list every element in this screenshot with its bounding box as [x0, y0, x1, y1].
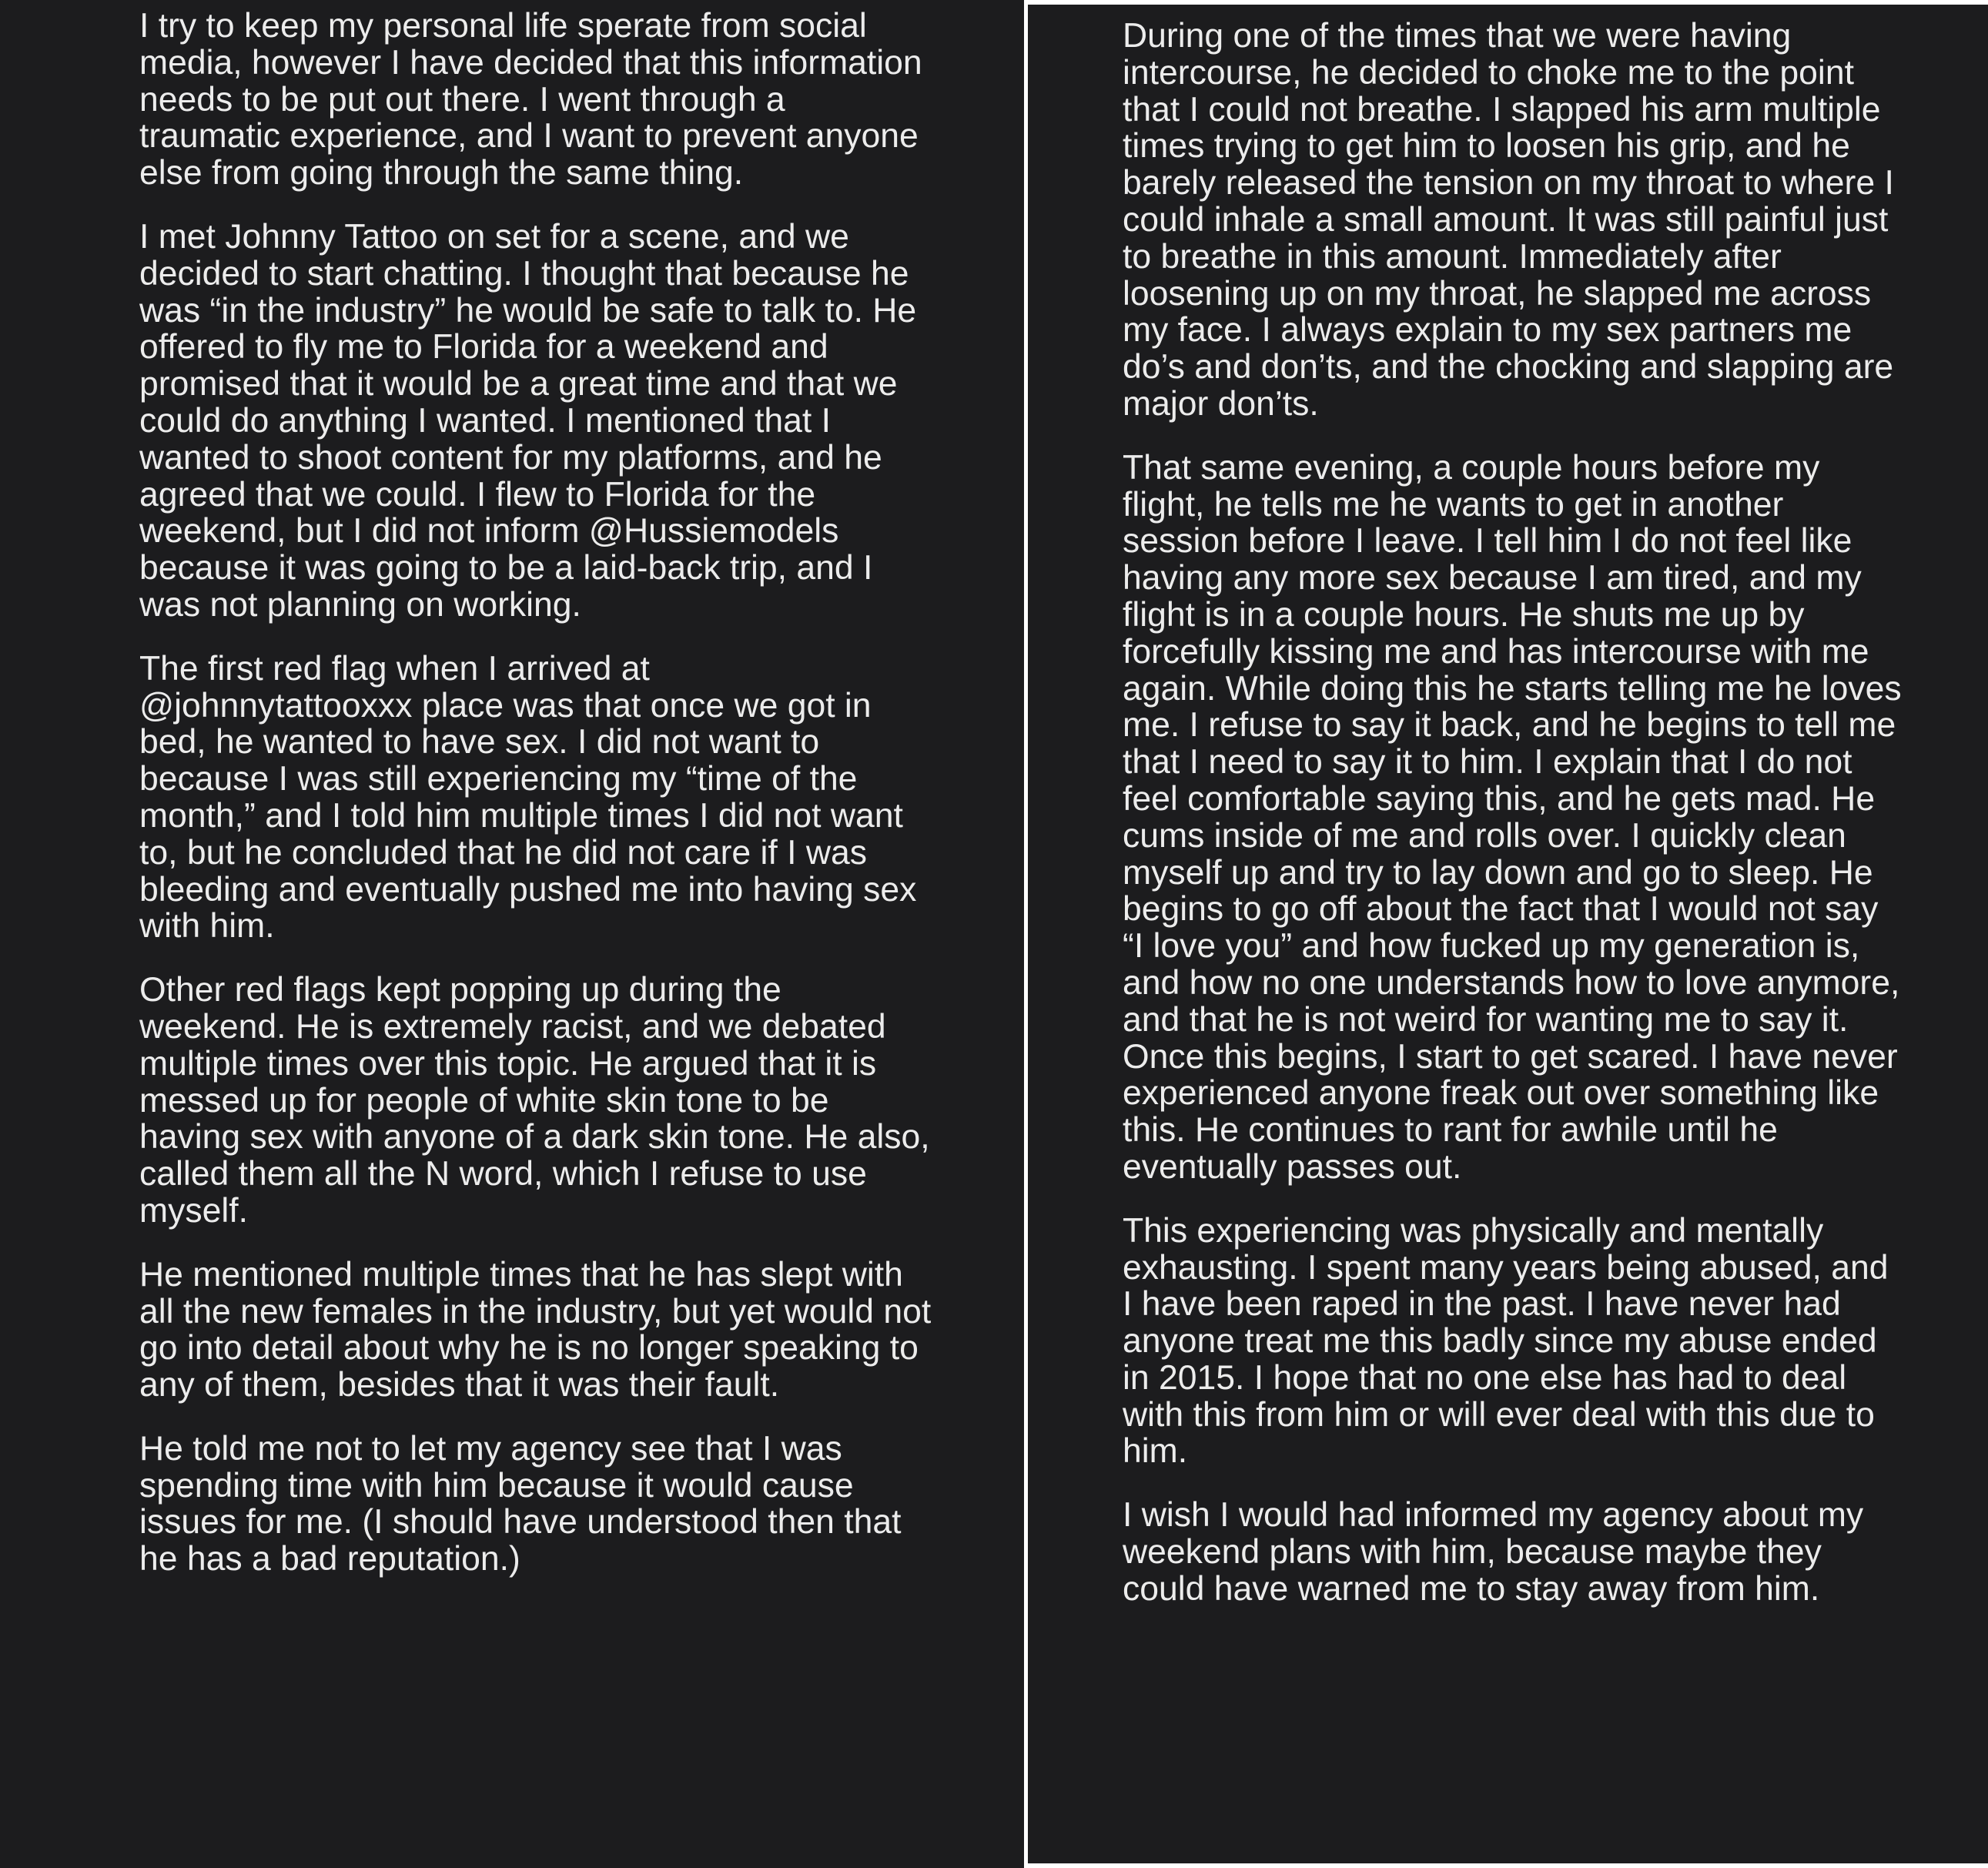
paragraph: Other red flags kept popping up during the weekend. He is extremely racist, and we debated multiple times over this topic. He argued that it is messed up for people of white skin tone to be having sex with anyone of a dark skin tone. He also, called them all the N word, which I refuse to use myself.: [139, 971, 930, 1230]
right-note-panel: [1028, 5, 1988, 1863]
paragraph: The first red flag when I arrived at @johnnytattooxxx place was that once we got in bed, he wanted to have sex. I did not want to because I was still experiencing my “time of the month,” and I told him multiple times I did not want to, but he concluded that he did not care if I was bleeding and eventually pushed me into having sex with him.: [139, 649, 917, 946]
paragraph: He mentioned multiple times that he has slept with all the new females in the industry, but yet would not go into detail about why he is no longer speaking to any of them, besides that it was their fault.: [139, 1255, 932, 1404]
paragraph: This experiencing was physically and mentally exhausting. I spent many years being abused, and I have been raped in the past. I have never had anyone treat me this badly since my abuse ended in 2015. I hope that no one else has had to deal with this from him or will ever deal with this due to him.: [1123, 1211, 1889, 1471]
paragraph: I met Johnny Tattoo on set for a scene, and we decided to start chatting. I thought that because he was “in the industry” he would be safe to talk to. He offered to fly me to Florida for a weekend and promised that it would be a great time and that we could do anything I wanted. I mentioned that I wanted to shoot content for my platforms, and he agreed that we could. I flew to Florida for the weekend, but I did not inform @Hussiemodels because it was going to be a laid-back trip, and I was not planning on working.: [139, 217, 917, 624]
paragraph: That same evening, a couple hours before my flight, he tells me he wants to get in another session before I leave. I tell him I do not feel like having any more sex because I am tired, and my flight is in a couple hours. He shuts me up by forcefully kissing me and has intercourse with me again. While doing this he starts telling me he loves me. I refuse to say it back, and he begins to tell me that I need to say it to him. I explain that I do not feel comfortable saying this, and he gets mad. He cums inside of me and rolls over. I quickly clean myself up and try to lay down and go to sleep. He begins to go off about the fact that I would not say “I love you” and how fucked up my generation is, and how no one understands how to love anymore, and that he is not weird for wanting me to say it. Once this begins, I start to get scared. I have never experienced anyone freak out over something like this. He continues to rant for awhile until he eventually passes out.: [1123, 448, 1902, 1186]
paragraph: He told me not to let my agency see that I was spending time with him because it would cause issues for me. (I should have understood then that he has a bad reputation.): [139, 1429, 902, 1578]
paragraph: During one of the times that we were having intercourse, he decided to choke me to the point that I could not breathe. I slapped his arm multiple times trying to get him to loosen his grip, and he barely released the tension on my throat to where I could inhale a small amount. It was still painful just to breathe in this amount. Immediately after loosening up on my throat, he slapped me across my face. I always explain to my sex partners me do’s and don’ts, and the chocking and slapping are major don’ts.: [1123, 17, 1894, 423]
paragraph: I try to keep my personal life sperate from social media, however I have decided that this information needs to be put out there. I went through a traumatic experience, and I want to prevent anyone else from going through the same thing.: [139, 7, 922, 192]
paragraph: I wish I would had informed my agency about my weekend plans with him, because maybe they could have warned me to stay away from him.: [1123, 1496, 1864, 1608]
bottom-edge: [1028, 1863, 1988, 1868]
